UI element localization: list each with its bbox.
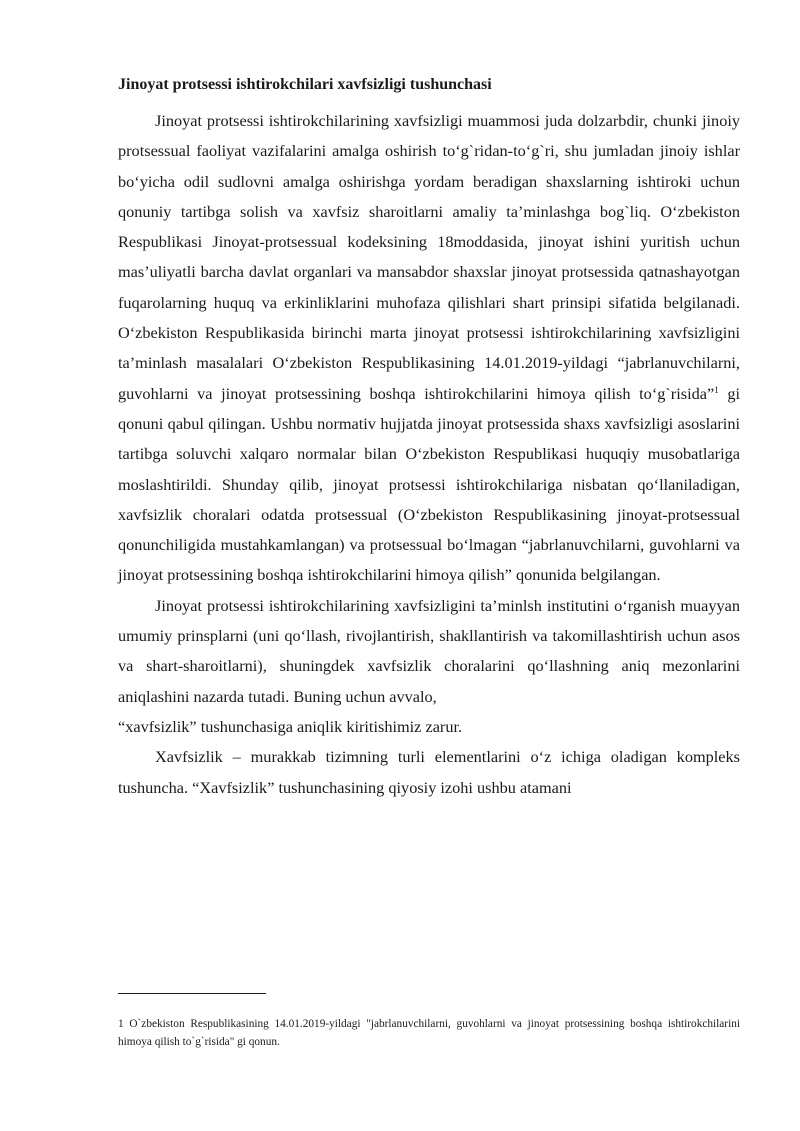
paragraph-2: Jinoyat protsessi ishtirokchilarining xavfsizligini ta’minlsh institutini o‘rganish muayyan umumiy prinsplarni (uni qo‘llash, rivojlantirish, shakllantirish va takomillashtirish uchun asos va shart-sharoitlarni), shuningdek xavfsizlik choralarini qo‘llashning aniq mezonlarini aniqlashini nazarda tutadi. Buning uchun avvalo, — [118, 595, 740, 706]
section-title: Jinoyat protsessi ishtirokchilari xavfsizligi tushunchasi — [118, 76, 492, 93]
footnote-text: 1 O`zbekiston Respublikasining 14.01.2019-yildagi "jabrlanuvchilarni, guvohlarni va jinoyat protsessining boshqa ishtirokchilarini himoya qilish to`g`risida" gi qonun. — [118, 1018, 740, 1048]
footnote-divider — [118, 993, 266, 994]
document-body — [118, 106, 740, 803]
paragraph-1-text-a: Jinoyat protsessi ishtirokchilarining xavfsizligi muammosi juda dolzarbdir, chunki jinoiy protsessual faoliyat vazifalarini amalga oshirish to‘g`ridan-to‘g`ri, shu jumladan jinoiy ishlar bo‘yicha odil sudlovni amalga oshirishga yordam beradigan shaxslarning ishtiroki uchun qonuniy tartibga solish va xavfsiz sharoitlarni amaliy ta’minlashga bog`liq. O‘zbekiston Respublikasi Jinoyat-protsessual kodeksining 18moddasida, jinoyat ishini yuritish uchun mas’uliyatli barcha davlat organlari va mansabdor shaxslar jinoyat protsessida qatnashayotgan fuqarolarning huquq va erkinliklarini muhofaza qilishlari shart prinsipi sifatida belgilanadi. O‘zbekiston Respublikasida birinchi marta jinoyat protsessi ishtirokchilarining xavfsizligini ta’minlash masalalari O‘zbekiston Respublikasining 14.01.2019-yildagi “jabrlanuvchilarni, guvohlarni va jinoyat protsessining boshqa ishtirokchilarini himoya qilish to‘g`risida” — [118, 111, 740, 403]
paragraph-1-text-b: gi qonuni qabul qilingan. Ushbu normativ hujjatda jinoyat protsessida shaxs xavfsizligi asoslarini tartibga soluvchi xalqaro normalar bilan O‘zbekiston Respublikasi huquqiy musobatlariga moslashtirildi. Shunday qilib, jinoyat protsessi ishtirokchilariga nisbatan qo‘llaniladigan, xavfsizlik choralari odatda protsessual (O‘zbekiston Respublikasining jinoyat-protsessual qonunchiligida mustahkamlangan) va protsessual bo‘lmagan “jabrlanuvchilarni, guvohlarni va jinoyat protsessining boshqa ishtirokchilarini himoya qilish” qonunida belgilangan. — [118, 383, 740, 585]
footnote-reference[interactable]: 1 — [714, 384, 719, 395]
paragraph-1 — [118, 106, 740, 591]
paragraph-4: Xavfsizlik – murakkab tizimning turli elementlarini o‘z ichiga oladigan kompleks tushuncha. “Xavfsizlik” tushunchasining qiyosiy izohi ushbu atamani — [118, 747, 740, 797]
paragraph-3: “xavfsizlik” tushunchasiga aniqlik kiritishimiz zarur. — [118, 716, 463, 736]
